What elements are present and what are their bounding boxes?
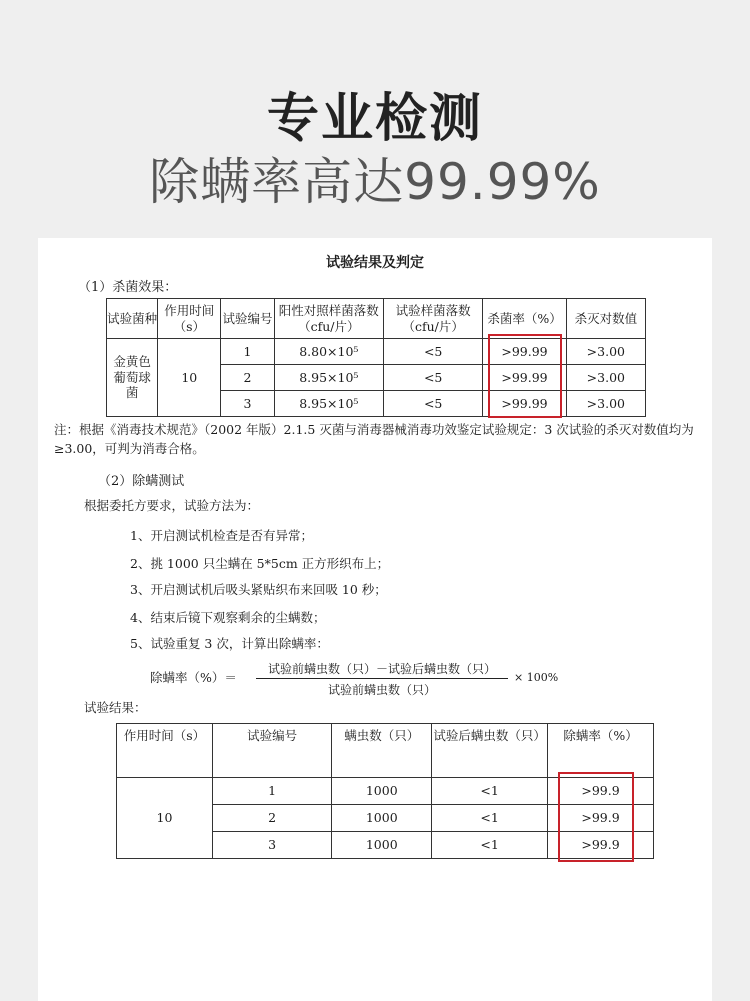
table-cell: 1 [212, 778, 331, 805]
header-strain: 试验菌种 [107, 299, 158, 339]
section1-heading: （1）杀菌效果： [78, 280, 178, 295]
time-cell: 10 [117, 778, 213, 859]
results-heading: 试验结果： [84, 700, 147, 715]
table-cell: <5 [384, 339, 483, 365]
table-cell: <1 [432, 805, 548, 832]
table-cell: <5 [384, 365, 483, 391]
hero-subtitle: 除螨率高达99.99% [149, 153, 601, 211]
header-after: 试验后螨虫数（只） [432, 724, 548, 778]
table-cell: 1 [221, 339, 274, 365]
table-cell: <1 [432, 832, 548, 859]
table-cell: >99.99 [483, 391, 566, 417]
formula-bar [256, 678, 508, 679]
table-cell: 1000 [332, 805, 432, 832]
table-cell: 8.95×10⁵ [274, 391, 383, 417]
table-cell: >3.00 [566, 365, 645, 391]
header-test-no: 试验编号 [221, 299, 274, 339]
header-positive: 阳性对照样菌落数（cfu/片） [274, 299, 383, 339]
method-step: 4、结束后镜下观察剩余的尘螨数； [130, 610, 326, 625]
table-cell: <5 [384, 391, 483, 417]
method-step: 5、试验重复 3 次，计算出除螨率： [130, 636, 329, 651]
table-cell: 8.95×10⁵ [274, 365, 383, 391]
table-cell: <1 [432, 778, 548, 805]
formula-multiplier: × 100% [514, 671, 559, 684]
table-cell: >99.99 [483, 339, 566, 365]
table-cell: >99.9 [548, 832, 654, 859]
section2-heading: （2）除螨测试 [98, 474, 185, 489]
table-cell: 1000 [332, 778, 432, 805]
table-cell: 3 [212, 832, 331, 859]
header-mites: 螨虫数（只） [332, 724, 432, 778]
regulation-note: 注：根据《消毒技术规范》（2002 年版）2.1.5 灭菌与消毒器械消毒功效鉴定试验规定：3 次试验的杀灭对数值均为≥3.00，可判为消毒合格。 [54, 422, 694, 456]
table-cell: >99.9 [548, 778, 654, 805]
table-cell: 2 [212, 805, 331, 832]
strain-cell: 金黄色葡萄球菌 [107, 339, 158, 417]
method-step: 1、开启测试机检查是否有异常； [130, 528, 313, 543]
method-step: 3、开启测试机后吸头紧贴织布来回吸 10 秒； [130, 582, 387, 597]
table-cell: >3.00 [566, 391, 645, 417]
formula-numerator: 试验前螨虫数（只）－试验后螨虫数（只） [267, 662, 496, 676]
table-cell: 1000 [332, 832, 432, 859]
table-cell: 3 [221, 391, 274, 417]
formula-lhs: 除螨率（%）＝ [150, 670, 237, 685]
method-intro: 根据委托方要求，试验方法为： [84, 498, 260, 513]
header-test-no: 试验编号 [212, 724, 331, 778]
document-sheet [38, 238, 712, 1001]
header-time: 作用时间（s） [158, 299, 221, 339]
method-step: 2、挑 1000 只尘螨在 5*5cm 正方形织布上； [130, 556, 390, 571]
header-log: 杀灭对数值 [566, 299, 645, 339]
table-cell: >3.00 [566, 339, 645, 365]
document-title: 试验结果及判定 [326, 255, 424, 271]
removal-rate-highlight [558, 772, 634, 862]
table-cell: >99.99 [483, 365, 566, 391]
time-cell: 10 [158, 339, 221, 417]
table-cell: 2 [221, 365, 274, 391]
hero-title: 专业检测 [266, 89, 483, 149]
header-kill-rate: 杀菌率（%） [483, 299, 566, 339]
sterilization-table [106, 298, 646, 417]
kill-rate-highlight [488, 334, 562, 418]
header-sample: 试验样菌落数（cfu/片） [384, 299, 483, 339]
header-time: 作用时间（s） [117, 724, 213, 778]
table-cell: >99.9 [548, 805, 654, 832]
formula-denominator: 试验前螨虫数（只） [327, 683, 436, 697]
header-removal-rate: 除螨率（%） [548, 724, 654, 778]
table-cell: 8.80×10⁵ [274, 339, 383, 365]
